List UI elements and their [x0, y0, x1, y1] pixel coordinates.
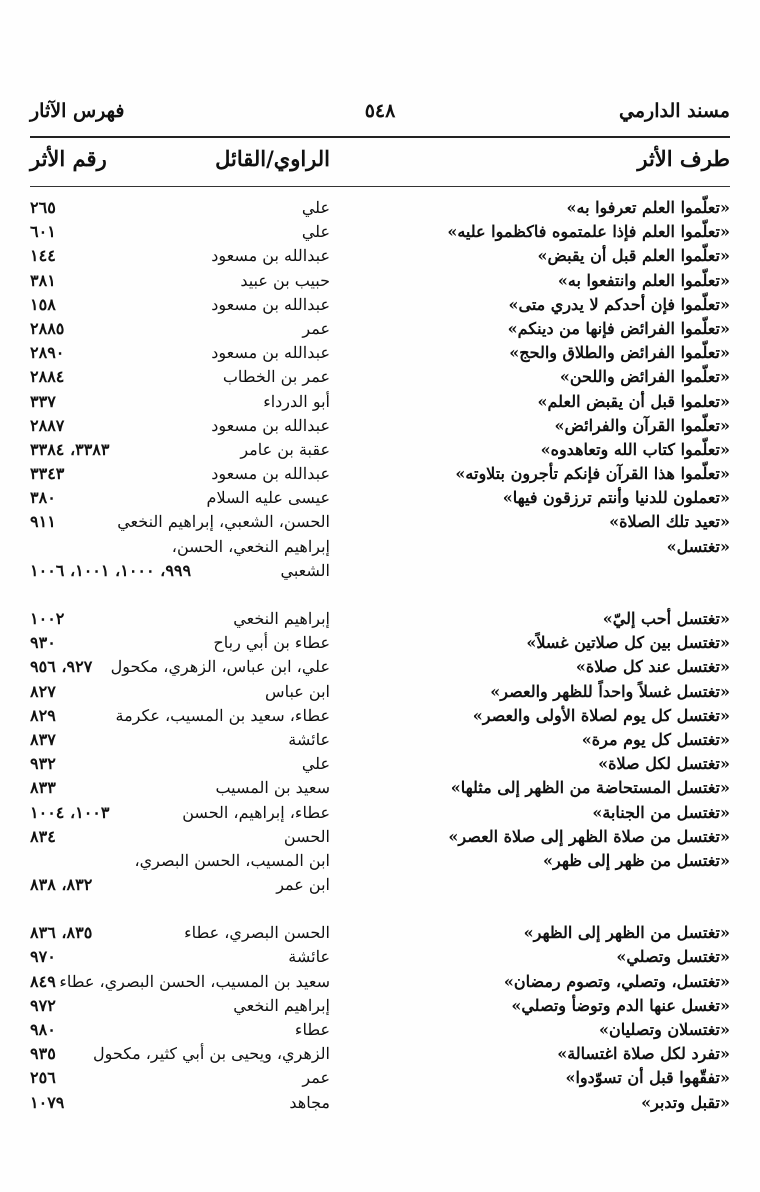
index-row	[30, 655, 730, 679]
narrator-text: عبدالله بن مسعود	[211, 294, 330, 314]
index-row	[30, 390, 730, 414]
narrator-text: ابن عمر	[276, 875, 330, 895]
athar-number: ٢٨٨٤	[30, 367, 65, 387]
book-title: مسند الدارمي	[619, 100, 730, 122]
narrator-text: علي	[301, 222, 330, 242]
index-row	[30, 752, 730, 776]
athar-text: «تغتسل»	[666, 536, 730, 556]
athar-number: ١٠٠٢	[30, 609, 65, 628]
athar-number: ٩١١	[30, 512, 56, 532]
index-row	[30, 631, 730, 655]
narrator-text: الزهري، ويحيى بن أبي كثير، مكحول	[93, 1044, 330, 1064]
athar-text: «تغتسل، وتصلي، وتصوم رمضان»	[503, 971, 730, 991]
index-row	[30, 776, 730, 800]
athar-text: «تغتسل غسلاً واحداً للظهر والعصر»	[490, 681, 730, 701]
column-header-rule	[30, 186, 730, 187]
index-row	[30, 365, 730, 389]
column-header-narrator: الراوي/القائل	[215, 146, 330, 171]
narrator-text: علي	[301, 754, 330, 774]
index-row	[30, 510, 730, 534]
athar-number: ٩٢٧، ٩٥٦	[30, 657, 93, 677]
narrator-text: سعيد بن المسيب	[215, 778, 330, 798]
narrator-text: عائشة	[288, 729, 330, 749]
index-row	[30, 921, 730, 945]
athar-text: «تعلّموا العلم وانتفعوا به»	[557, 270, 730, 290]
narrator-text: عبدالله بن مسعود	[211, 464, 330, 484]
narrator-text: إبراهيم النخعي	[233, 995, 330, 1015]
index-row	[30, 486, 730, 510]
athar-text: «تعلّموا الفرائض والطلاق والحج»	[509, 343, 730, 363]
athar-text: «تغتسل المستحاضة من الظهر إلى مثلها»	[450, 778, 730, 798]
index-row	[30, 269, 730, 293]
athar-text: «تعلّموا القرآن والفرائض»	[554, 415, 730, 435]
athar-number: ٨٣٥، ٨٣٦	[30, 923, 93, 943]
index-row	[30, 220, 730, 244]
narrator-text: إبراهيم النخعي، الحسن،	[171, 536, 330, 556]
athar-number: ٦٠١	[30, 222, 56, 242]
athar-number: ٩٣٠	[30, 633, 56, 653]
athar-number: ٨٣٣	[30, 778, 56, 798]
index-row	[30, 1042, 730, 1066]
index-row	[30, 341, 730, 365]
athar-text: «تعلّموا العلم تعرفوا به»	[566, 198, 730, 217]
index-row	[30, 1091, 730, 1115]
athar-text: «تقبل وتدبر»	[641, 1092, 730, 1112]
athar-number: ٢٨٨٥	[30, 318, 65, 338]
athar-number: ٢٨٩٠	[30, 343, 65, 363]
narrator-text: الحسن، الشعبي، إبراهيم النخعي	[117, 512, 330, 532]
athar-text: «تغتسل كل يوم مرة»	[581, 729, 730, 749]
athar-text: «تغتسل عند كل صلاة»	[575, 657, 730, 677]
athar-number: ٩٣٢	[30, 754, 56, 774]
athar-number: ٩٩٩، ١٠٠٠، ١٠٠١، ١٠٠٦	[30, 560, 192, 580]
narrator-text: عطاء، إبراهيم، الحسن	[182, 802, 330, 822]
athar-number: ٣٣٨٣، ٣٣٨٤	[30, 439, 110, 459]
narrator-text: ابن المسيب، الحسن البصري،	[134, 850, 330, 870]
athar-number: ٨٢٩	[30, 705, 56, 725]
athar-text: «تغتسل من ظهر إلى ظهر»	[543, 850, 730, 870]
index-row	[30, 559, 730, 583]
athar-text: «تغتسلان وتصليان»	[599, 1020, 730, 1039]
narrator-text: عبدالله بن مسعود	[211, 246, 330, 266]
athar-number: ٢٥٦	[30, 1068, 56, 1088]
index-row	[30, 317, 730, 341]
athar-number: ٩٧٢	[30, 995, 56, 1015]
athar-number: ٣٨٠	[30, 488, 56, 508]
narrator-text: عمر	[302, 318, 330, 338]
index-row	[30, 438, 730, 462]
index-table	[30, 196, 730, 1115]
athar-number: ٣٣٧	[30, 391, 56, 411]
narrator-text: عطاء بن أبي رباح	[213, 633, 330, 653]
athar-number: ٨٣٧	[30, 729, 56, 749]
athar-text: «تغتسل كل يوم لصلاة الأولى والعصر»	[472, 705, 730, 725]
column-header-athar: طرف الأثر	[637, 146, 730, 171]
athar-number: ١٥٨	[30, 294, 56, 314]
athar-number: ٨٣٢، ٨٣٨	[30, 875, 93, 895]
narrator-text: سعيد بن المسيب، الحسن البصري، عطاء	[59, 971, 330, 991]
athar-text: «تعلّموا هذا القرآن فإنكم تأجرون بتلاوته»	[455, 464, 730, 484]
index-row	[30, 607, 730, 631]
narrator-text: عيسى عليه السلام	[206, 488, 330, 508]
athar-text: «تعلّموا العلم قبل أن يقبض»	[537, 246, 730, 266]
index-row	[30, 680, 730, 704]
athar-number: ٩٨٠	[30, 1020, 56, 1039]
athar-number: ٩٧٠	[30, 947, 56, 967]
running-head	[30, 100, 730, 132]
athar-text: «تغتسل من الجنابة»	[592, 802, 730, 822]
narrator-text: عبدالله بن مسعود	[211, 343, 330, 363]
athar-text: «تعلّموا الفرائض فإنها من دينكم»	[507, 318, 730, 338]
narrator-text: ابن عباس	[265, 681, 330, 701]
narrator-text: علي	[301, 198, 330, 217]
athar-text: «تغتسل من الظهر إلى الظهر»	[523, 923, 730, 943]
athar-number: ٢٨٨٧	[30, 415, 65, 435]
index-row	[30, 970, 730, 994]
narrator-text: عائشة	[288, 947, 330, 967]
index-row	[30, 1018, 730, 1042]
athar-number: ٢٦٥	[30, 198, 56, 217]
athar-number: ٨٤٩	[30, 971, 56, 991]
athar-text: «تغتسل بين كل صلاتين غسلاً»	[526, 633, 730, 653]
athar-text: «تغتسل وتصلي»	[616, 947, 730, 967]
index-row	[30, 849, 730, 873]
index-row	[30, 293, 730, 317]
athar-text: «تغتسل من صلاة الظهر إلى صلاة العصر»	[448, 826, 730, 846]
index-row	[30, 196, 730, 220]
section-title: فهرس الآثار	[30, 100, 125, 122]
header-rule	[30, 136, 730, 138]
narrator-text: مجاهد	[289, 1092, 330, 1112]
athar-text: «تفقّهوا قبل أن تسوّدوا»	[565, 1068, 730, 1088]
athar-text: «تعلّموا كتاب الله وتعاهدوه»	[540, 439, 730, 459]
athar-number: ١٠٠٣، ١٠٠٤	[30, 802, 110, 822]
narrator-text: عطاء، سعيد بن المسيب، عكرمة	[115, 705, 330, 725]
athar-text: «تعلّموا الفرائض واللحن»	[559, 367, 730, 387]
athar-text: «تعيد تلك الصلاة»	[609, 512, 730, 532]
athar-text: «تعلّموا فإن أحدكم لا يدري متى»	[508, 294, 730, 314]
athar-text: «تغتسل أحب إليّ»	[602, 609, 730, 628]
athar-text: «تغتسل لكل صلاة»	[598, 754, 730, 774]
narrator-text: حبيب بن عبيد	[240, 270, 330, 290]
athar-number: ٣٣٤٣	[30, 464, 65, 484]
narrator-text: عقبة بن عامر	[240, 439, 330, 459]
index-row	[30, 414, 730, 438]
index-row	[30, 873, 730, 897]
column-headers	[30, 146, 730, 182]
athar-text: «تعلّموا العلم فإذا علمتموه فاكظموا عليه»	[447, 222, 730, 242]
narrator-text: الحسن	[283, 826, 330, 846]
index-row	[30, 728, 730, 752]
athar-text: «تعلموا قبل أن يقبض العلم»	[537, 391, 730, 411]
athar-text: «تفرد لكل صلاة اغتسالة»	[557, 1044, 730, 1064]
index-row	[30, 801, 730, 825]
athar-number: ٨٢٧	[30, 681, 56, 701]
narrator-text: الحسن البصري، عطاء	[184, 923, 330, 943]
narrator-text: عمر بن الخطاب	[222, 367, 330, 387]
index-row	[30, 945, 730, 969]
column-header-number: رقم الأثر	[30, 146, 107, 171]
athar-number: ٩٣٥	[30, 1044, 56, 1064]
narrator-text: علي، ابن عباس، الزهري، مكحول	[110, 657, 330, 677]
page-number: ٥٤٨	[364, 100, 396, 122]
narrator-text: إبراهيم النخعي	[233, 609, 330, 628]
index-row	[30, 704, 730, 728]
index-row	[30, 535, 730, 559]
athar-number: ١٠٧٩	[30, 1092, 65, 1112]
index-row	[30, 462, 730, 486]
index-row	[30, 994, 730, 1018]
athar-text: «تغسل عنها الدم وتوضأ وتصلي»	[511, 995, 730, 1015]
athar-number: ٨٣٤	[30, 826, 56, 846]
narrator-text: عبدالله بن مسعود	[211, 415, 330, 435]
index-row	[30, 1066, 730, 1090]
index-row	[30, 825, 730, 849]
narrator-text: أبو الدرداء	[263, 391, 330, 411]
narrator-text: عمر	[302, 1068, 330, 1088]
index-row	[30, 244, 730, 268]
athar-number: ١٤٤	[30, 246, 56, 266]
athar-number: ٣٨١	[30, 270, 56, 290]
narrator-text: عطاء	[294, 1020, 330, 1039]
narrator-text: الشعبي	[280, 560, 330, 580]
athar-text: «تعملون للدنيا وأنتم ترزقون فيها»	[502, 488, 730, 508]
